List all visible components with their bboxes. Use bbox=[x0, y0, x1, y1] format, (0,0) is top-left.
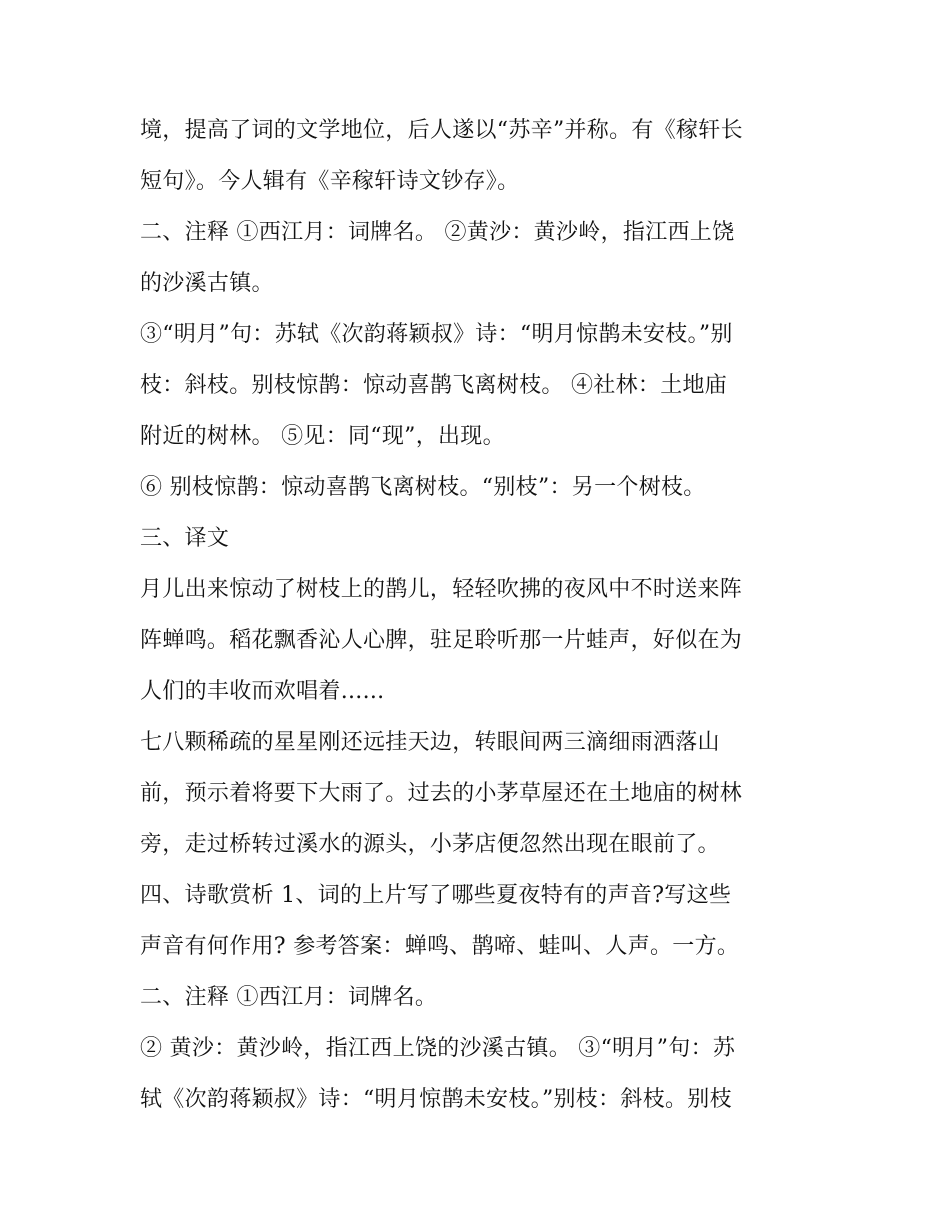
text-line-1: 境，提高了词的文学地位，后人遂以“苏辛”并称。有《稼轩长 bbox=[140, 118, 743, 143]
text-line-6: 枝：斜枝。别枝惊鹊：惊动喜鹊飞离树枝。 ④社林：土地庙 bbox=[140, 373, 728, 398]
text-line-12: 人们的丰收而欢唱着...... bbox=[140, 679, 385, 704]
text-line-16: 四、诗歌赏析 1、词的上片写了哪些夏夜特有的声音?写这些 bbox=[140, 883, 732, 908]
text-line-19: ② 黄沙：黄沙岭，指江西上饶的沙溪古镇。 ③“明月”句：苏 bbox=[140, 1036, 736, 1061]
document-body bbox=[140, 105, 820, 1125]
text-line-7: 附近的树林。 ⑤见：同“现”，出现。 bbox=[140, 424, 505, 449]
text-line-18: 二、注释 ①西江月：词牌名。 bbox=[140, 985, 438, 1010]
text-line-5: ③“明月”句：苏轼《次韵蒋颖叔》诗：“明月惊鹊未安枝。”别 bbox=[140, 322, 733, 347]
text-line-9: 三、译文 bbox=[140, 526, 230, 551]
text-line-17: 声音有何作用? 参考答案：蝉鸣、鹊啼、蛙叫、人声。一方。 bbox=[140, 934, 740, 959]
text-line-13: 七八颗稀疏的星星刚还远挂天边，转眼间两三滴细雨洒落山 bbox=[140, 730, 720, 755]
text-line-15: 旁，走过桥转过溪水的源头，小茅店便忽然出现在眼前了。 bbox=[140, 832, 720, 857]
text-line-11: 阵蝉鸣。稻花飘香沁人心脾，驻足聆听那一片蛙声，好似在为 bbox=[140, 628, 743, 653]
text-line-2: 短句》。今人辑有《辛稼轩诗文钞存》。 bbox=[140, 169, 520, 194]
text-line-3: 二、注释 ①西江月：词牌名。 ②黄沙：黄沙岭，指江西上饶 bbox=[140, 220, 735, 245]
text-line-8: ⑥ 别枝惊鹊：惊动喜鹊飞离树枝。“别枝”：另一个树枝。 bbox=[140, 475, 706, 500]
text-line-20: 轼《次韵蒋颖叔》诗：“明月惊鹊未安枝。”别枝：斜枝。别枝 bbox=[140, 1087, 732, 1112]
text-line-14: 前，预示着将要下大雨了。过去的小茅草屋还在土地庙的树林 bbox=[140, 781, 743, 806]
text-line-10: 月儿出来惊动了树枝上的鹊儿，轻轻吹拂的夜风中不时送来阵 bbox=[140, 577, 743, 602]
text-line-4: 的沙溪古镇。 bbox=[140, 271, 274, 296]
